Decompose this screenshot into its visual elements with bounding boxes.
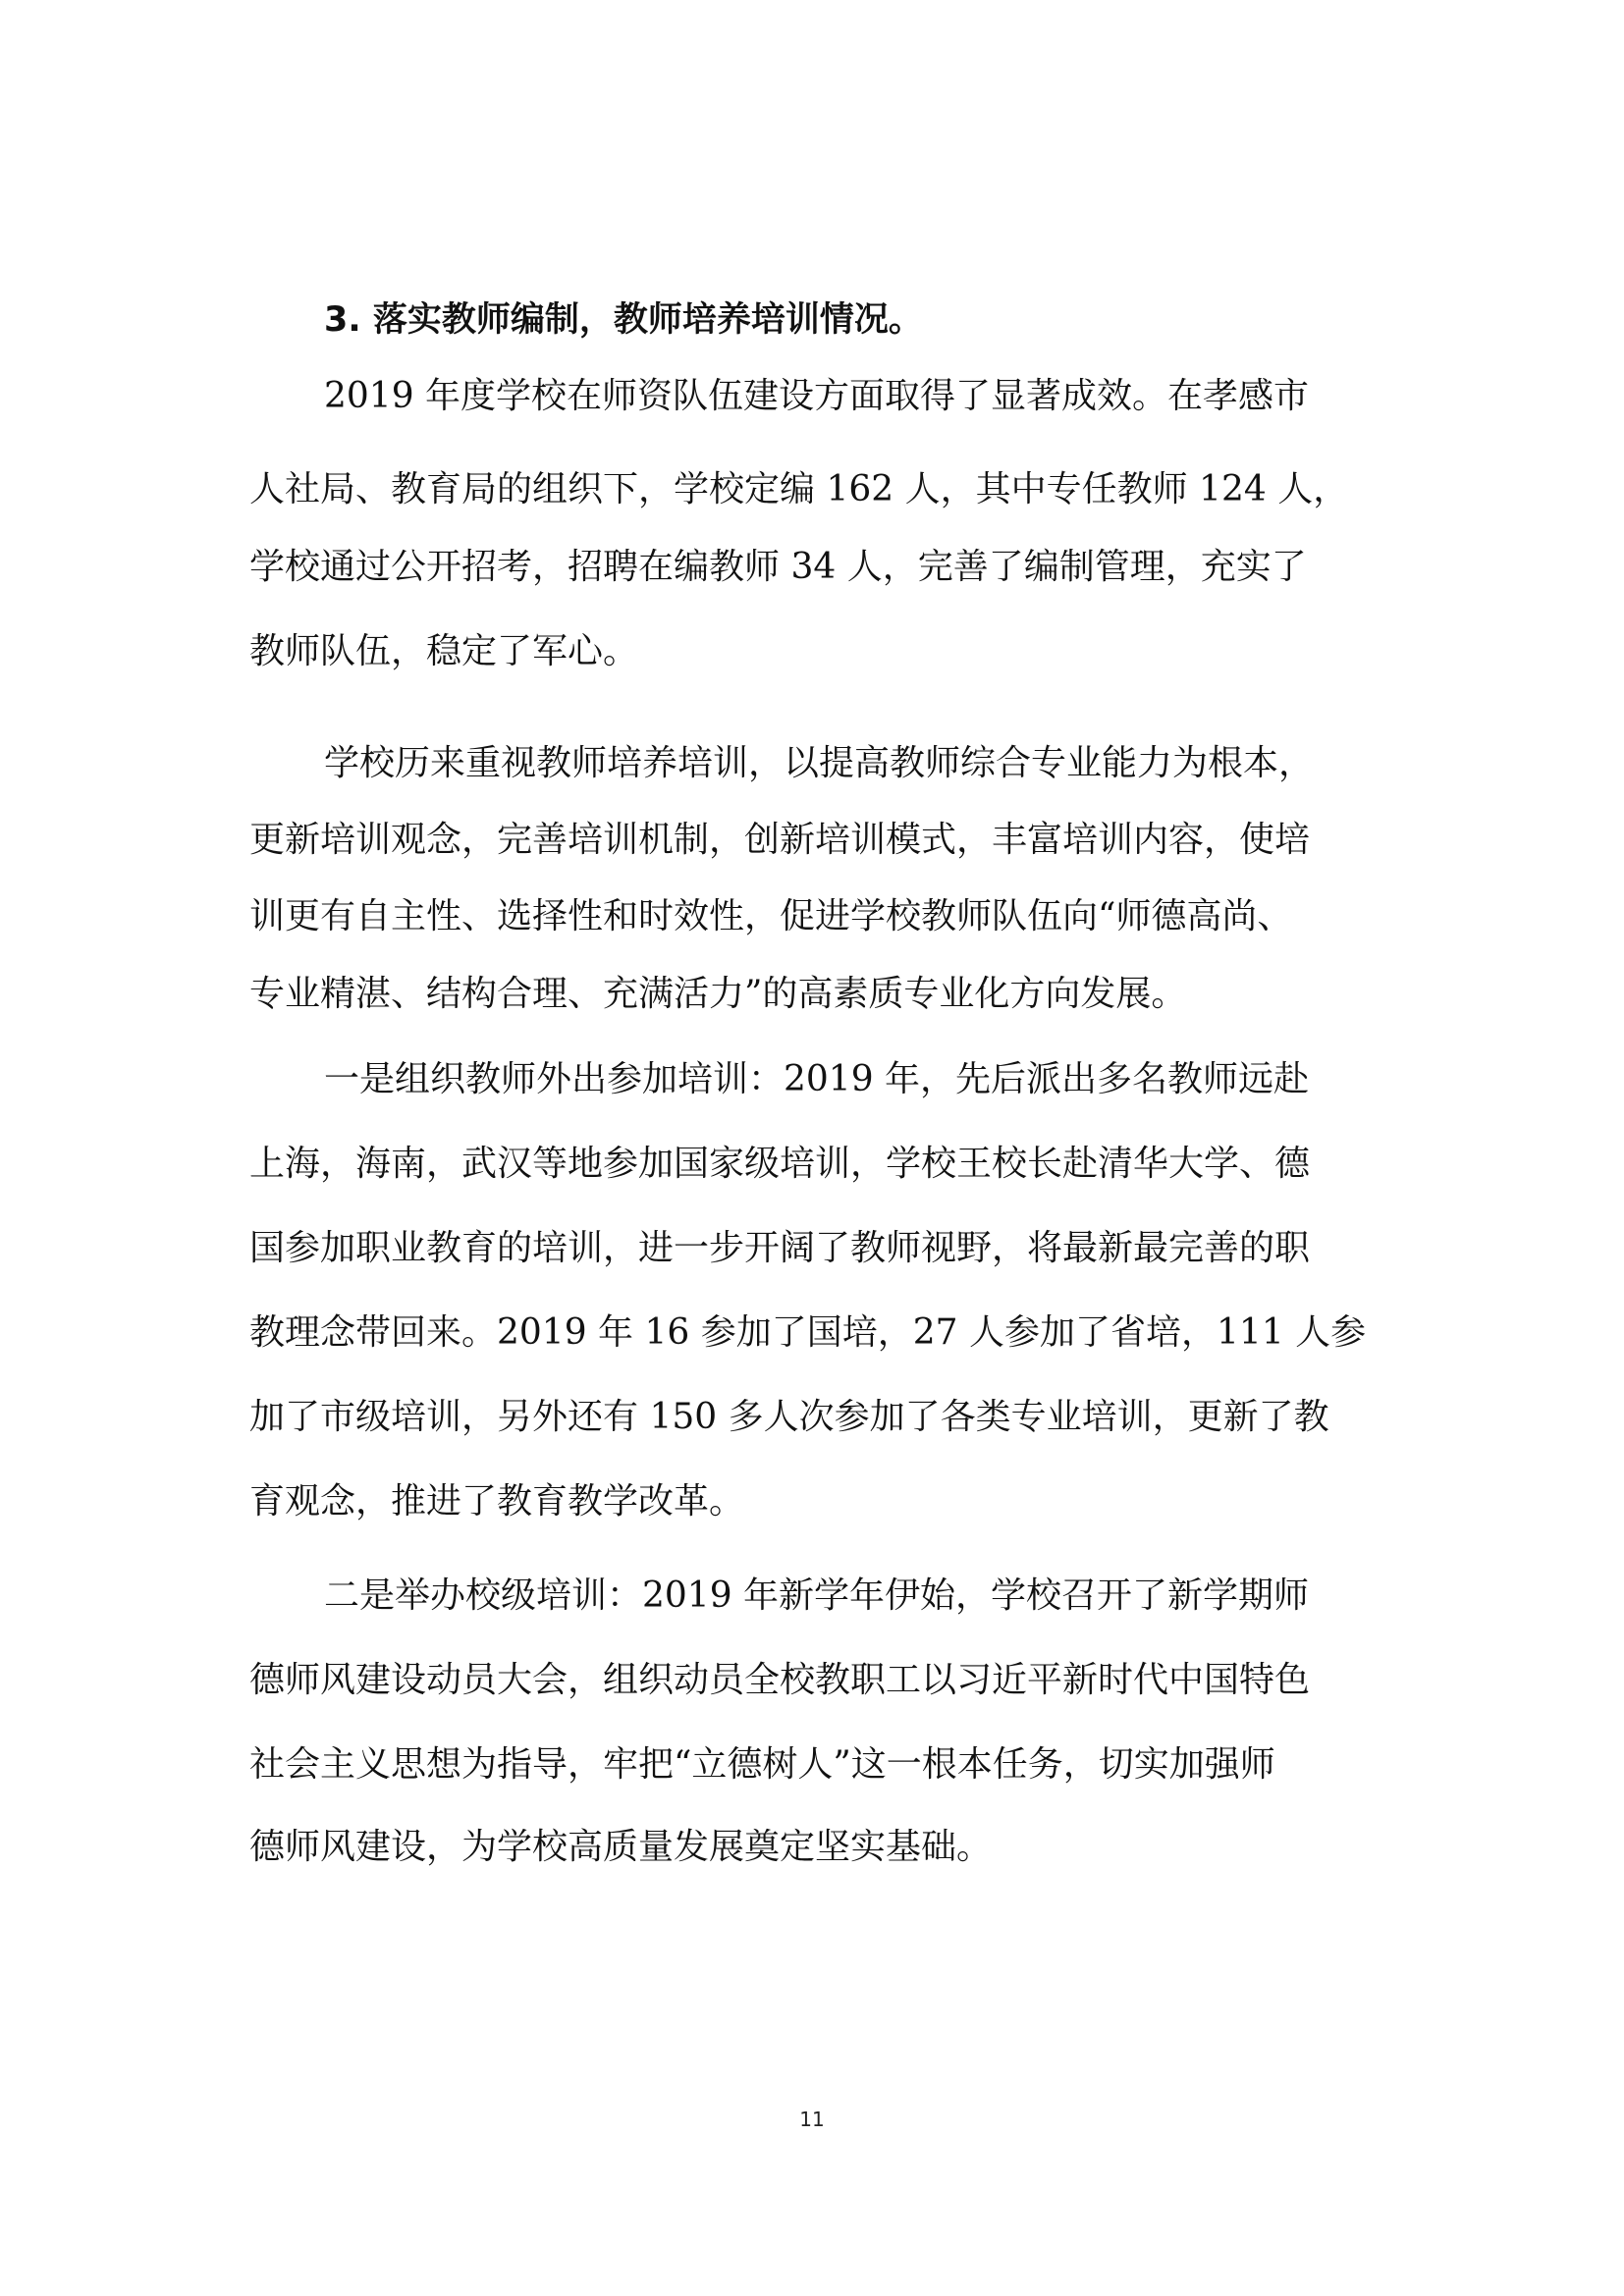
paragraph-1-line-2: 人社局、教育局的组织下，学校定编 162 人，其中专任教师 124 人， (249, 469, 1349, 509)
paragraph-2-line-3: 训更有自主性、选择性和时效性，促进学校教师队伍向“师德高尚、 (249, 896, 1293, 936)
paragraph-4-line-4: 德师风建设，为学校高质量发展奠定坚实基础。 (249, 1827, 993, 1867)
paragraph-1-line-1: 2019 年度学校在师资队伍建设方面取得了显著成效。在孝感市 (324, 376, 1310, 416)
paragraph-2-line-4: 专业精湛、结构合理、充满活力”的高素质专业化方向发展。 (249, 974, 1187, 1014)
paragraph-4-line-3: 社会主义思想为指导，牢把“立德树人”这一根本任务，切实加强师 (249, 1744, 1275, 1785)
paragraph-4-line-1: 二是举办校级培训：2019 年新学年伊始，学校召开了新学期师 (324, 1575, 1310, 1616)
paragraph-2-line-2: 更新培训观念，完善培训机制，创新培训模式，丰富培训内容，使培 (249, 820, 1311, 860)
paragraph-3-line-4: 教理念带回来。2019 年 16 参加了国培，27 人参加了省培，111 人参 (249, 1312, 1367, 1353)
paragraph-3-line-5: 加了市级培训，另外还有 150 多人次参加了各类专业培训，更新了教 (249, 1397, 1329, 1437)
paragraph-2-line-1: 学校历来重视教师培养培训，以提高教师综合专业能力为根本， (324, 743, 1315, 783)
paragraph-1-line-4: 教师队伍，稳定了军心。 (249, 631, 639, 671)
page-number: 11 (799, 2108, 825, 2131)
paragraph-3-line-2: 上海，海南，武汉等地参加国家级培训，学校王校长赴清华大学、德 (249, 1144, 1311, 1184)
paragraph-1-line-3: 学校通过公开招考，招聘在编教师 34 人，完善了编制管理，充实了 (249, 547, 1307, 587)
paragraph-3-line-6: 育观念，推进了教育教学改革。 (249, 1481, 745, 1522)
paragraph-3-line-3: 国参加职业教育的培训，进一步开阔了教师视野，将最新最完善的职 (249, 1228, 1311, 1268)
paragraph-3-line-1: 一是组织教师外出参加培训：2019 年，先后派出多名教师远赴 (324, 1059, 1310, 1099)
paragraph-4-line-2: 德师风建设动员大会，组织动员全校教职工以习近平新时代中国特色 (249, 1660, 1311, 1700)
section-heading: 3. 落实教师编制，教师培养培训情况。 (324, 300, 923, 340)
